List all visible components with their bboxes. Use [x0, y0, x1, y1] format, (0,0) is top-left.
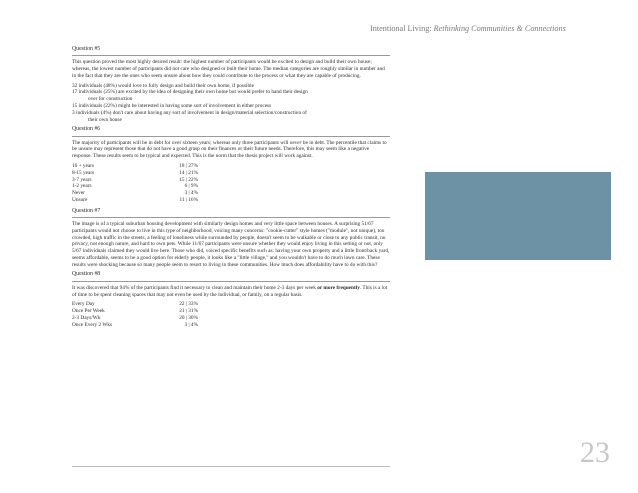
table-row — [72, 190, 390, 197]
row-value: 3 | 4% — [183, 321, 198, 328]
row-label: 16 + years — [72, 163, 95, 169]
q8-paragraph — [72, 285, 390, 299]
table-row — [72, 163, 390, 170]
row-label: Never — [72, 190, 85, 197]
table-row — [72, 301, 390, 308]
q8-paragraph-pre: It was discovered that 94% of the participants find it necessary to clean and maintain their home 2-3 days per week — [72, 284, 318, 291]
table-row — [72, 170, 390, 177]
q5-result-line: 17 individuals (25%) are excited by the idea of designing their own home but would prefer to hand their design — [72, 89, 308, 96]
header-title: Rethinking Communities & Connections — [433, 24, 566, 33]
row-value: 3 | 4% — [183, 190, 198, 197]
table-row — [72, 183, 390, 190]
q6-paragraph-post: be in debt. The percentile that claims to be unsure may represent those that do not have a good grasp on their finances or their future needs. Therefore, this may seem like a negative response. These results seem to be typical and expected. This is the norm that the thesis project will work against. — [72, 139, 387, 160]
q6-table — [72, 163, 390, 204]
row-value: 22 | 33% — [179, 301, 198, 308]
q8-paragraph-post: . This is a lot of time to be spent cleaning spaces that may not even be used by the individual, or family, on a regular basis. — [72, 284, 388, 298]
row-value: 11 | 16% — [179, 196, 198, 203]
bottom-divider — [72, 466, 390, 467]
section-divider — [72, 217, 390, 218]
header-prefix: Intentional Living: — [370, 24, 434, 33]
row-value: 20 | 30% — [179, 314, 198, 321]
row-label: 3-7 years — [72, 176, 92, 183]
q7-paragraph: The image is of a typical suburban housing development with similarly design homes and very little space between houses. A surprising 51/67 participants would not choose to live in this type of neighborhood, voicing many concerns: "cookie-cutter" style homes ("module", not unique), too crowded, high traffic in the streets, a feeling of loneliness while surrounded by people, doesn't seem to be walkable or close to any public transit, no privacy, not enough nature, and hard to own pets. While 11/67 participants were unsure whether they would enjoy living in this setting or not, only 5/67 individuals claimed they would live here. Those who did, voiced specific benefits such as: having your own property and a little front/back yard, seems affordable, seems to be a good option for elderly people, it looks like a "little village," and you wouldn't have to do much lawn care. These results were shocking because so many people seem to resort to living in these communities. How much does affordability have to do with this? — [72, 221, 390, 268]
page-number: 23 — [580, 436, 610, 469]
q5-result-line: their own house — [88, 116, 122, 123]
q5-results — [72, 83, 390, 124]
q5-result-line: 32 individuals (48%) would love to fully design and build their own home, if possible — [72, 82, 254, 89]
running-header — [370, 24, 620, 33]
table-row — [72, 197, 390, 204]
row-label: Every Day — [72, 301, 95, 308]
table-row — [72, 315, 390, 322]
section-divider — [72, 55, 390, 56]
row-label: 8-15 years — [72, 169, 95, 176]
q6-paragraph-emphasis: never — [289, 139, 302, 146]
row-value: 15 | 22% — [179, 176, 198, 183]
q5-result-line: 3 individuals (4%) don't care about having any sort of involvement in design/material selection/construction of — [72, 109, 307, 116]
row-label: 2-3 Days/Wk — [72, 314, 101, 321]
row-label: 1-2 years — [72, 183, 92, 190]
table-row — [72, 308, 390, 315]
row-label: Once Per Week — [72, 308, 105, 315]
section-heading-q7: Question #7 — [72, 207, 101, 214]
table-row — [72, 177, 390, 184]
row-value: 18 | 27% — [179, 163, 198, 169]
decorative-color-block — [425, 172, 611, 260]
q5-result-line: 15 individuals (22%) might be interested in having some sort of involvement in either process — [72, 103, 272, 109]
section-heading-q6: Question #6 — [72, 126, 101, 133]
row-value: 21 | 31% — [179, 308, 198, 315]
table-row — [72, 322, 390, 329]
document-body — [72, 46, 390, 332]
row-value: 14 | 21% — [179, 169, 198, 176]
q6-paragraph — [72, 140, 390, 160]
q8-table — [72, 301, 390, 328]
q8-paragraph-emphasis: or more frequently — [317, 284, 360, 291]
section-heading-q8: Question #8 — [72, 271, 101, 278]
section-heading-q5: Question #5 — [72, 46, 101, 52]
q5-result-line: over for construction — [88, 96, 133, 103]
q6-paragraph-pre: The majority of participants will be in debt for over sixteen years; whereas only three participants will — [72, 139, 290, 146]
row-value: 6 | 9% — [183, 183, 198, 190]
row-label: Once Every 2 Wks — [72, 321, 113, 328]
section-divider — [72, 281, 390, 282]
row-label: Unsure — [72, 196, 88, 203]
section-divider — [72, 136, 390, 137]
q5-paragraph: This question proved the most highly desired result: the highest number of participants would be excited to design and build their own house; whereas, the lowest number of participants did not care who designed or built their home. The median categories are roughly similar in number and in the fact that they are the ones who seem unsure about how they could contribute to the process or what they are capable of producing. — [72, 59, 385, 79]
